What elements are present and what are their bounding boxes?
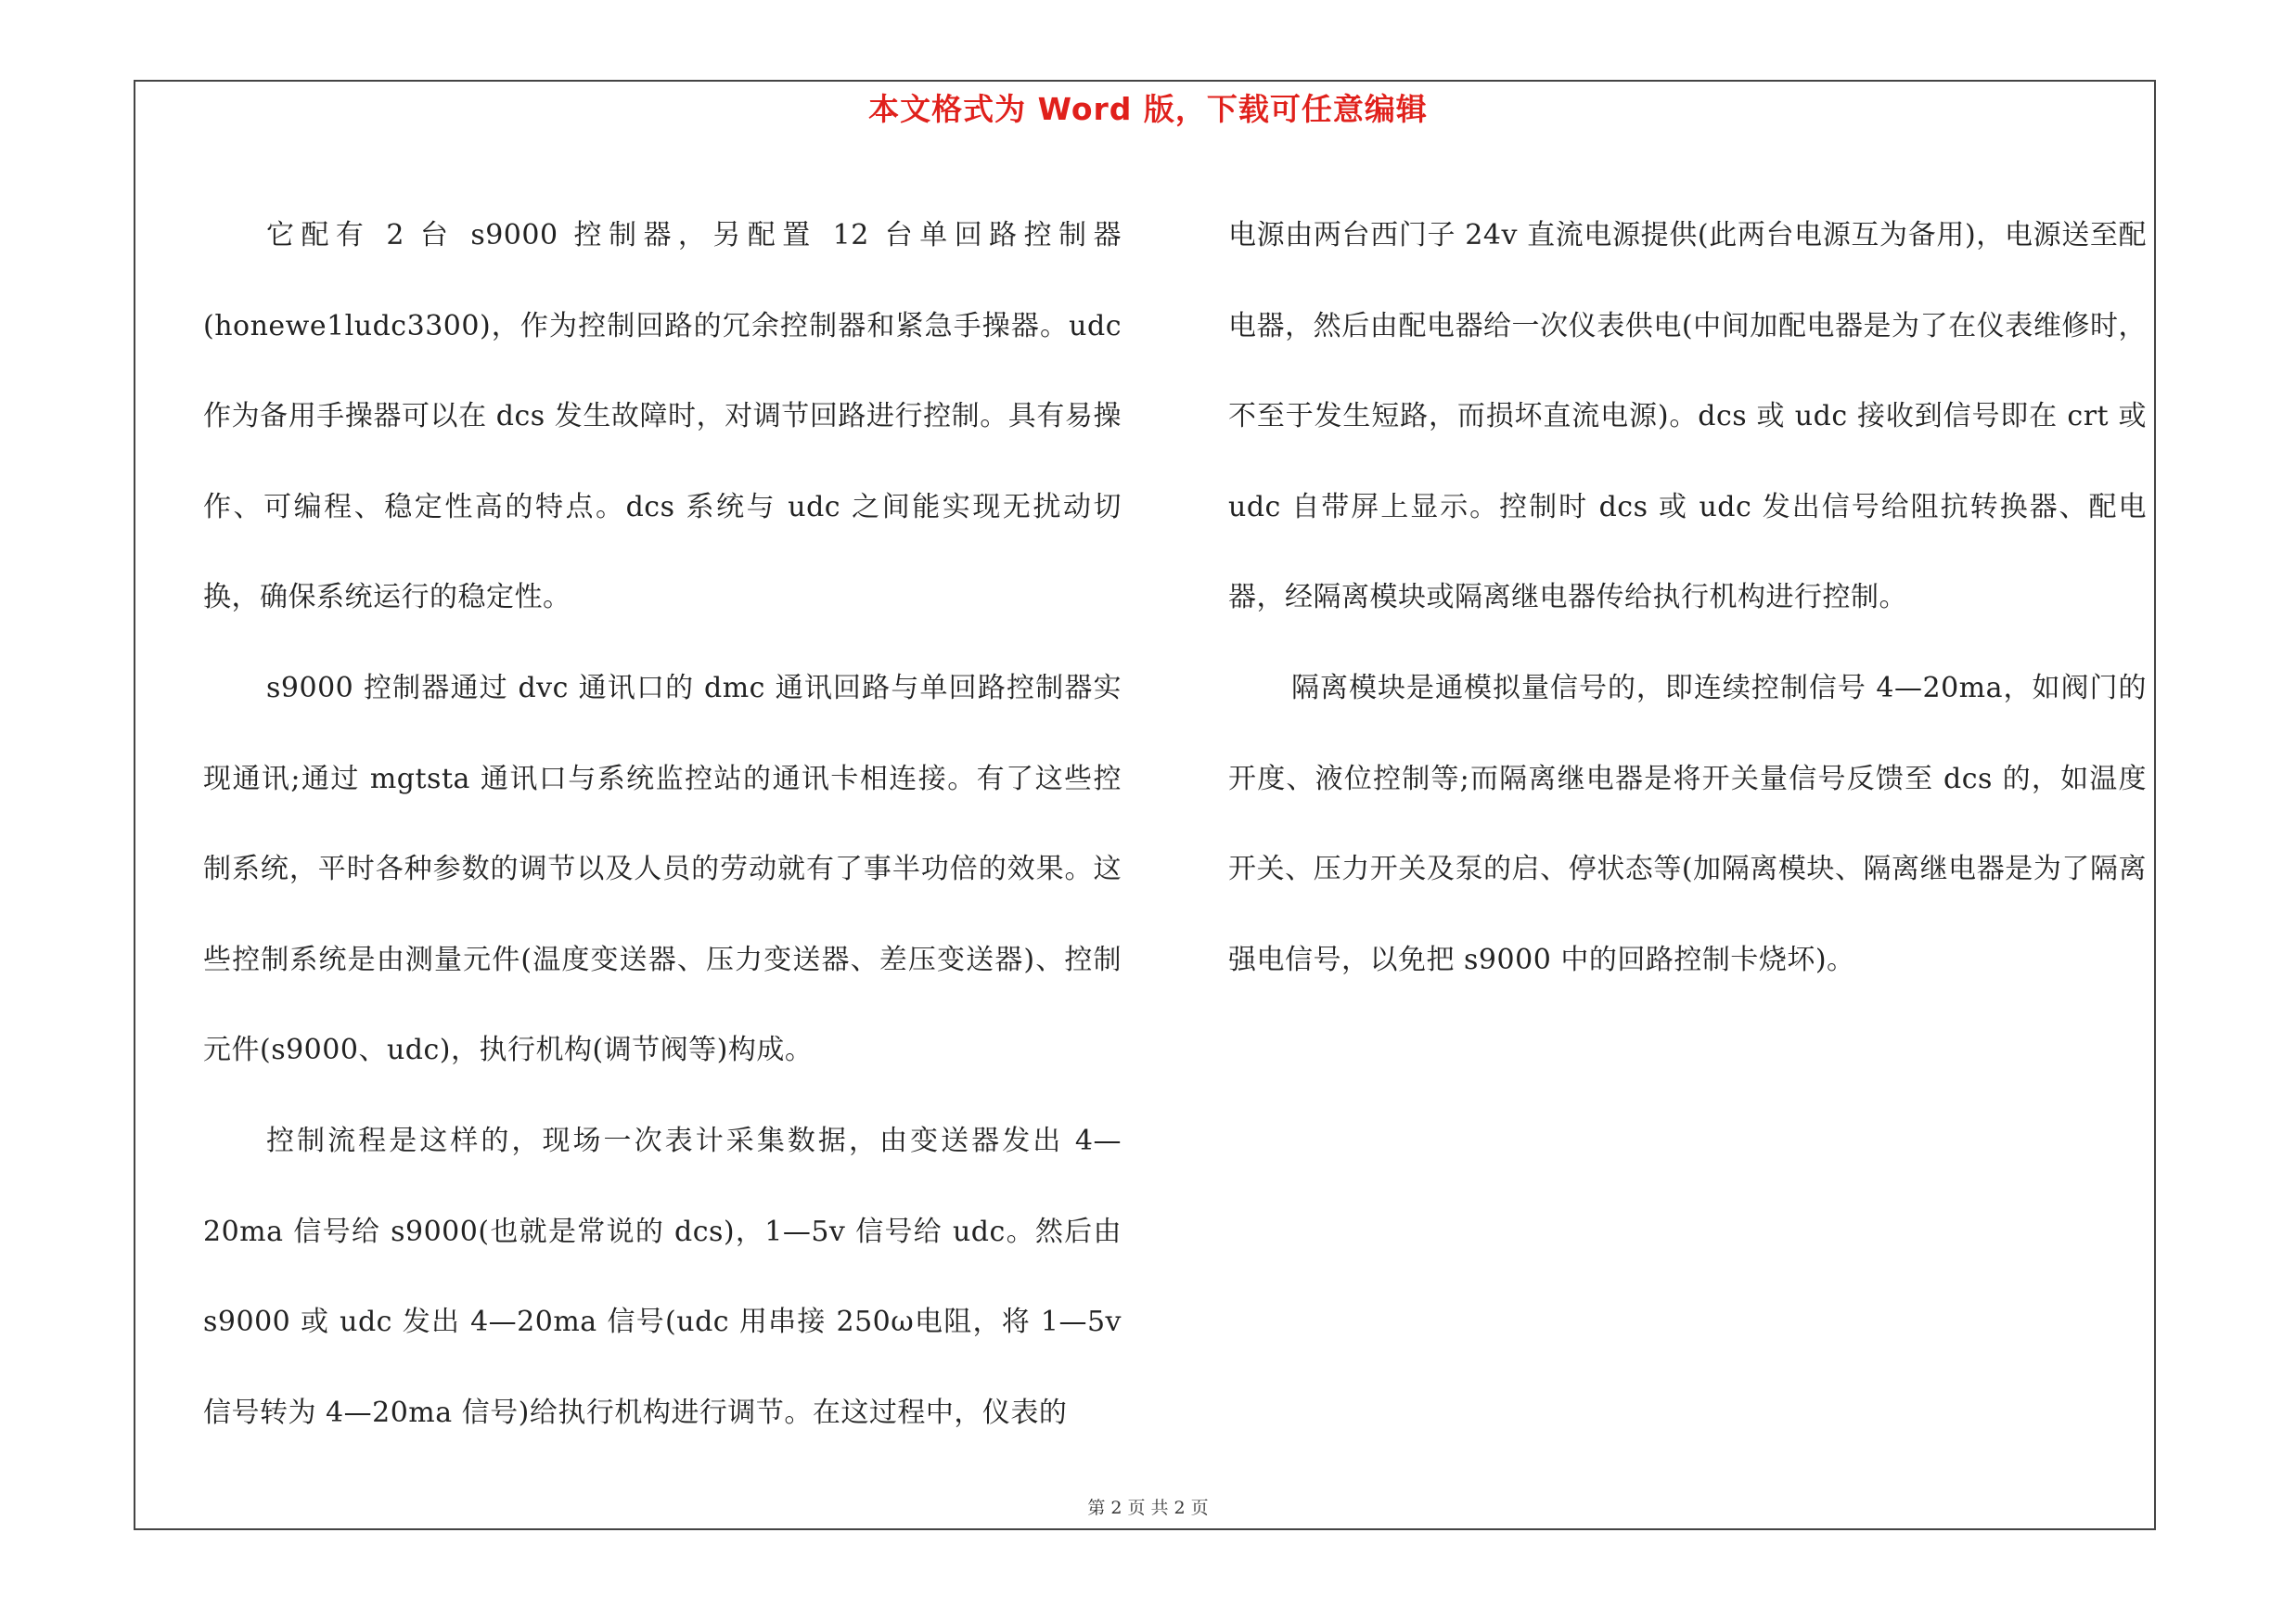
page-number: 第 2 页 共 2 页 bbox=[1087, 1498, 1209, 1518]
right-column bbox=[1228, 190, 2147, 1005]
paragraph: 控制流程是这样的，现场一次表计采集数据，由变送器发出 4—20ma 信号给 s9000(也就是常说的 dcs)，1—5v 信号给 udc。然后由 s9000 或 udc 发出 4—20ma 信号(udc 用串接 250ω电阻，将 1—5v 信号转为 4—20ma 信号)给执行机构进行调节。在这过程中，仪表的 bbox=[203, 1124, 1122, 1429]
paragraph: 它配有 2 台 s9000 控制器，另配置 12 台单回路控制器(honewe1ludc3300)，作为控制回路的冗余控制器和紧急手操器。udc 作为备用手操器可以在 dcs 发生故障时，对调节回路进行控制。具有易操作、可编程、稳定性高的特点。dcs 系统与 udc 之间能实现无扰动切换，确保系统运行的稳定性。 bbox=[203, 219, 1122, 614]
paragraph-continued: 电源由两台西门子 24v 直流电源提供(此两台电源互为备用)，电源送至配电器，然后由配电器给一次仪表供电(中间加配电器是为了在仪表维修时，不至于发生短路，而损坏直流电源)。dcs 或 udc 接收到信号即在 crt 或 udc 自带屏上显示。控制时 dcs 或 udc 发出信号给阻抗转换器、配电器，经隔离模块或隔离继电器传给执行机构进行控制。 bbox=[1228, 219, 2147, 614]
paragraph: s9000 控制器通过 dvc 通讯口的 dmc 通讯回路与单回路控制器实现通讯;通过 mgtsta 通讯口与系统监控站的通讯卡相连接。有了这些控制系统，平时各种参数的调节以及人员的劳动就有了事半功倍的效果。这些控制系统是由测量元件(温度变送器、压力变送器、差压变送器)、控制元件(s9000、udc)，执行机构(调节阀等)构成。 bbox=[203, 671, 1122, 1067]
paragraph: 隔离模块是通模拟量信号的，即连续控制信号 4—20ma，如阀门的开度、液位控制等;而隔离继电器是将开关量信号反馈至 dcs 的，如温度开关、压力开关及泵的启、停状态等(加隔离模块、隔离继电器是为了隔离强电信号，以免把 s9000 中的回路控制卡烧坏)。 bbox=[1228, 671, 2147, 976]
left-column bbox=[203, 190, 1122, 1458]
header-banner: 本文格式为 Word 版，下载可任意编辑 bbox=[868, 91, 1428, 127]
